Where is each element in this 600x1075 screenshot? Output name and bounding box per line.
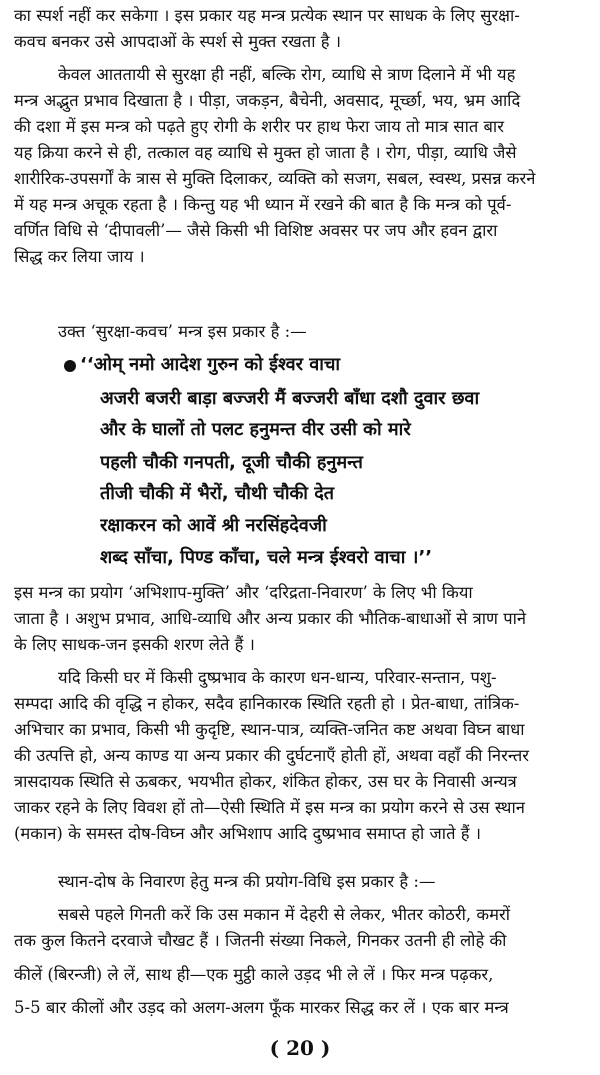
text-line: 5-5 बार कीलों और उड़द को अलग-अलग फूँक मारकर सिद्ध कर लें । एक बार मन्त्र xyxy=(14,998,509,1017)
text-line: यदि किसी घर में किसी दुष्प्रभाव के कारण धन-धान्य, परिवार-सन्तान, पशु- xyxy=(58,668,497,687)
text-line: की उत्पत्ति हो, अन्य काण्ड या अन्य प्रकार की दुर्घटनाएँ होती हों, अथवा वहाँ की निरन्तर xyxy=(14,746,530,765)
mantra-line: तीजी चौकी में भैरों, चौथी चौकी देत xyxy=(100,483,335,504)
text-line: शारीरिक-उपसर्गों के त्रास से मुक्ति दिलाकर, व्यक्ति को सजग, सबल, स्वस्थ, प्रसन्न करने xyxy=(14,169,536,188)
text-line: अभिचार का प्रभाव, किसी भी कुदृष्टि, स्थान-पात्र, व्यक्ति-जनित कष्ट अथवा विघ्न बाधा xyxy=(14,720,525,739)
text-line: (मकान) के समस्त दोष-विघ्न और अभिशाप आदि दुष्प्रभाव समाप्त हो जाते हैं । xyxy=(14,824,481,843)
text-line: सबसे पहले गिनती करें कि उस मकान में देहरी से लेकर, भीतर कोठरी, कमरों xyxy=(58,905,510,924)
text-line: में यह मन्त्र अचूक रहता है । किन्तु यह भी ध्यान में रखने की बात है कि मन्त्र को पूर्व- xyxy=(14,195,512,214)
mantra-line: और के घालों तो पलट हनुमन्त वीर उसी को मारे xyxy=(100,419,411,440)
text-line: त्रासदायक स्थिति से ऊबकर, भयभीत होकर, शंकित होकर, उस घर के निवासी अन्यत्र xyxy=(14,772,517,791)
text-line: जाता है । अशुभ प्रभाव, आधि-व्याधि और अन्य प्रकार की भौतिक-बाधाओं से त्राण पाने xyxy=(14,609,527,628)
text-line: यह क्रिया करने से ही, तत्काल वह व्याधि से मुक्त हो जाता है । रोग, पीड़ा, व्याधि जैसे xyxy=(14,143,517,162)
text-line: मन्त्र अद्भुत प्रभाव दिखाता है । पीड़ा, जकड़न, बैचेनी, अवसाद, मूर्च्छा, भय, भ्रम आदि xyxy=(14,91,521,110)
text-line: कवच बनकर उसे आपदाओं के स्पर्श से मुक्त रखता है । xyxy=(14,32,341,51)
text-line: तक कुल कितने दरवाजे चौखट हैं । जितनी संख्या निकले, गिनकर उतनी ही लोहे की xyxy=(14,931,507,950)
mantra-line: अजरी बजरी बाड़ा बज्जरी मैं बज्जरी बाँधा दशौ दुवार छवा xyxy=(100,388,480,409)
mantra-line: रक्षाकरन को आवें श्री नरसिंहदेवजी xyxy=(100,515,327,536)
text-line: की दशा में इस मन्त्र को पढ़ते हुए रोगी के शरीर पर हाथ फेरा जाय तो मात्र सात बार xyxy=(14,117,504,136)
text-line: सिद्ध कर लिया जाय । xyxy=(14,247,145,266)
text-line: केवल आततायी से सुरक्षा ही नहीं, बल्कि रोग, व्याधि से त्राण दिलाने में भी यह xyxy=(58,65,516,84)
text-line: जाकर रहने के लिए विवश हों तो—ऐसी स्थिति में इस मन्त्र का प्रयोग करने से उस स्थान xyxy=(14,798,525,817)
text-line: वर्णित विधि से ‘दीपावली’— जैसे किसी भी विशिष्ट अवसर पर जप और हवन द्वारा xyxy=(14,221,498,240)
text-line: इस मन्त्र का प्रयोग ‘अभिशाप-मुक्ति’ और ‘दरिद्रता-निवारण’ के लिए भी किया xyxy=(14,583,473,602)
text-line: का स्पर्श नहीं कर सकेगा । इस प्रकार यह मन्त्र प्रत्येक स्थान पर साधक के लिए सुरक्षा- xyxy=(14,6,520,25)
text-line: सम्पदा आदि की वृद्धि न होकर, सदैव हानिकारक स्थिति रहती हो । प्रेत-बाधा, तांत्रिक- xyxy=(14,694,520,713)
bullet-icon xyxy=(64,360,76,372)
text-line: कीलें (बिरन्जी) ले लें, साथ ही—एक मुट्ठी काले उड़द भी ले लें । फिर मन्त्र पढ़कर, xyxy=(14,965,494,984)
mantra-line: शब्द साँचा, पिण्ड काँचा, चले मन्त्र ईश्वरो वाचा ।’’ xyxy=(100,547,433,568)
text-line: स्थान-दोष के निवारण हेतु मन्त्र की प्रयोग-विधि इस प्रकार है :— xyxy=(58,872,436,891)
text-line: के लिए साधक-जन इसकी शरण लेते हैं । xyxy=(14,635,255,654)
text-line: उक्त ‘सुरक्षा-कवच’ मन्त्र इस प्रकार है :— xyxy=(58,322,307,341)
mantra-line: पहली चौकी गनपती, दूजी चौकी हनुमन्त xyxy=(100,452,363,473)
page-number: ( 20 ) xyxy=(269,1036,331,1060)
mantra-line: ‘‘ओम् नमो आदेश गुरुन को ईश्वर वाचा xyxy=(80,354,341,375)
